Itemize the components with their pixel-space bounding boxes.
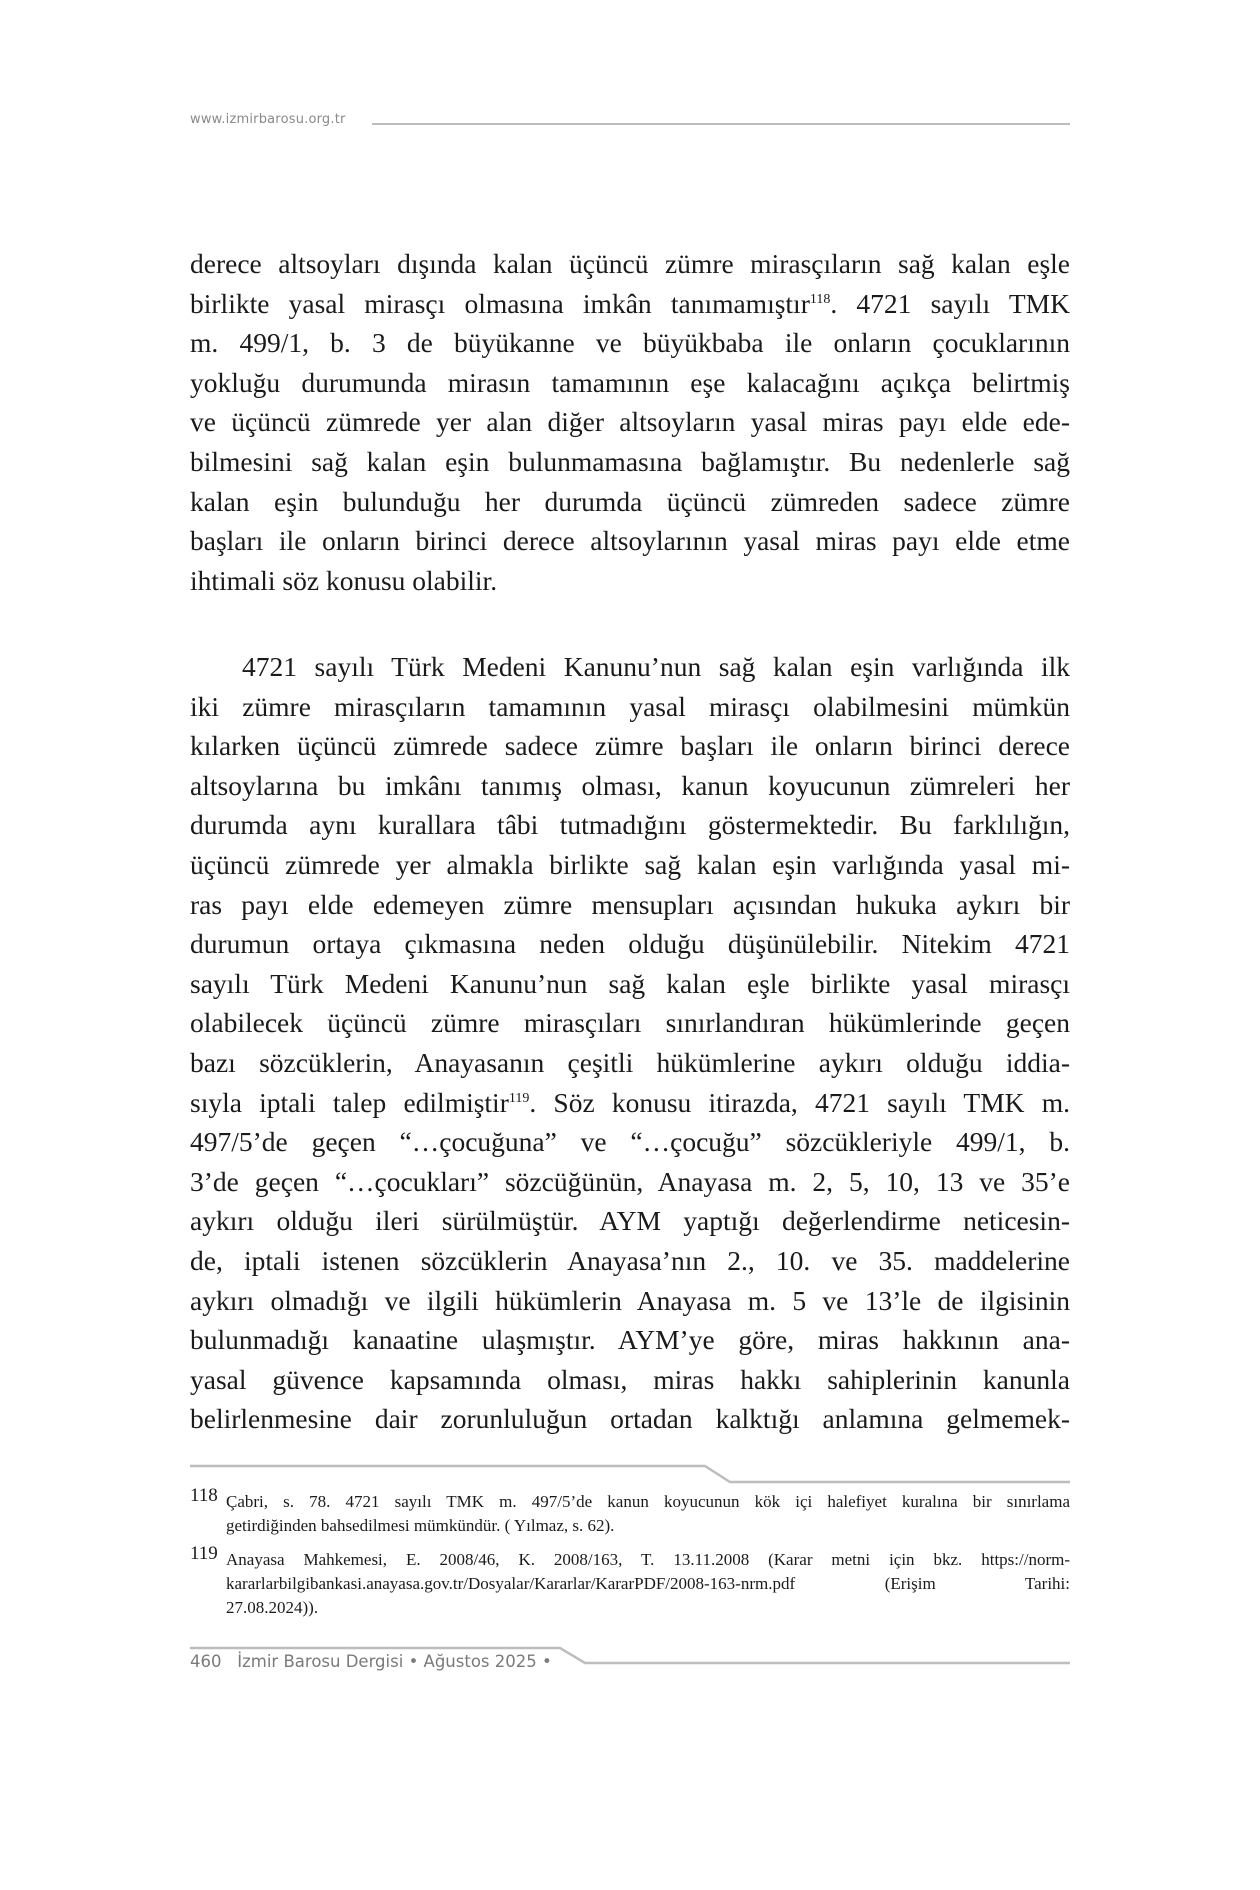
footnote-line: getirdiğinden bahsedilmesi mümkündür. ( Yılmaz, s. 62).: [226, 1516, 615, 1535]
text-line: ras payı elde edemeyen zümre mensupları açısından hukuka aykırı bir: [190, 888, 1070, 920]
text-line: olabilecek üçüncü zümre mirasçıları sınırlandıran hükümlerinde geçen: [190, 1007, 1070, 1039]
footnote-number: 119: [190, 1543, 218, 1564]
bullet-separator: •: [408, 1652, 419, 1671]
text-line: üçüncü zümrede yer almakla birlikte sağ kalan eşin varlığında yasal mi-: [190, 848, 1070, 880]
text-line: sayılı Türk Medeni Kanunu’nun sağ kalan eşle birlikte yasal mirasçı: [190, 967, 1070, 999]
text-line: m. 499/1, b. 3 de büyükanne ve büyükbaba ile onların çocuklarının: [190, 327, 1070, 359]
footnote-link[interactable]: kararlarbilgibankasi.anayasa.gov.tr/Dosyalar/Kararlar/KararPDF/2008-163-nrm.pdf (Erişim Tarihi:: [226, 1574, 1070, 1593]
text-line: kalan eşin bulunduğu her durumda üçüncü zümreden sadece zümre: [190, 485, 1070, 517]
text-line: iki zümre mirasçıların tamamının yasal mirasçı olabilmesini mümkün: [190, 690, 1070, 722]
text-line: kılarken üçüncü zümrede sadece zümre başları ile onların birinci derece: [190, 730, 1070, 762]
bullet-separator: •: [542, 1652, 552, 1671]
footnote-number: 118: [190, 1485, 218, 1506]
text-line: durumun ortaya çıkmasına neden olduğu düşünülebilir. Nitekim 4721: [190, 928, 1070, 960]
footnote-line: Anayasa Mahkemesi, E. 2008/46, K. 2008/163, T. 13.11.2008 (Karar metni için bkz. https://norm-: [226, 1550, 1070, 1569]
footnote-ref-118[interactable]: 118: [809, 291, 831, 307]
text-line: yokluğu durumunda mirasın tamamının eşe kalacağını açıkça belirtmiş: [190, 366, 1070, 398]
text-line: belirlenmesine dair zorunluluğun ortadan kalktığı anlamına gelmemek-: [190, 1403, 1070, 1435]
page-number: 460: [190, 1652, 222, 1671]
text-line: başları ile onların birinci derece altsoylarının yasal miras payı elde etme: [190, 525, 1070, 557]
footnote-line: Çabri, s. 78. 4721 sayılı TMK m. 497/5’de kanun koyucunun kök içi halefiyet kuralına bir sınırlama: [226, 1492, 1070, 1511]
issue-date: Ağustos 2025: [423, 1652, 537, 1671]
text-line: 497/5’de geçen “…çocuğuna” ve “…çocuğu” sözcükleriyle 499/1, b.: [190, 1126, 1070, 1158]
journal-name: İzmir Barosu Dergisi: [237, 1652, 404, 1671]
text-line: birlikte yasal mirasçı olmasına imkân tanımamıştır$^{118}$. 4721 sayılı TMK: [190, 287, 1070, 319]
footnotes: [190, 1485, 1070, 1630]
text-line: ihtimali söz konusu olabilir.: [190, 564, 498, 596]
text-line: bazı sözcüklerin, Anayasanın çeşitli hükümlerine aykırı olduğu iddia-: [190, 1046, 1070, 1078]
text-line: 4721 sayılı Türk Medeni Kanunu’nun sağ kalan eşin varlığında ilk: [242, 651, 1070, 682]
text-line: yasal güvence kapsamında olması, miras hakkı sahiplerinin kanunla: [190, 1363, 1070, 1395]
text-line: aykırı olmadığı ve ilgili hükümlerin Anayasa m. 5 ve 13’le de ilgisinin: [190, 1284, 1070, 1316]
text-line: bulunmadığı kanaatine ulaşmıştır. AYM’ye göre, miras hakkının ana-: [190, 1324, 1070, 1356]
header-url: www.izmirbarosu.org.tr: [190, 112, 346, 127]
text-line: 3’de geçen “…çocukları” sözcüğünün, Anayasa m. 2, 5, 10, 13 ve 35’e: [190, 1165, 1070, 1197]
text-line: durumda aynı kurallara tâbi tutmadığını göstermektedir. Bu farklılığın,: [190, 809, 1070, 841]
text-line: sıyla iptali talep edilmiştir$^{119}$. Söz konusu itirazda, 4721 sayılı TMK m.: [190, 1086, 1070, 1118]
text-line: de, iptali istenen sözcüklerin Anayasa’nın 2., 10. ve 35. maddelerine: [190, 1244, 1070, 1276]
footnote-119: [190, 1543, 1070, 1620]
footnote-line: 27.08.2024)).: [226, 1598, 319, 1617]
text-line: altsoylarına bu imkânı tanımış olması, kanun koyucunun zümreleri her: [190, 769, 1070, 801]
text-line: bilmesini sağ kalan eşin bulunmamasına bağlamıştır. Bu nedenlerle sağ: [190, 445, 1070, 477]
page-footer: [190, 1652, 552, 1671]
text-line: aykırı olduğu ileri sürülmüştür. AYM yaptığı değerlendirme neticesin-: [190, 1205, 1070, 1237]
text-line: ve üçüncü zümrede yer alan diğer altsoyların yasal miras payı elde ede-: [190, 406, 1070, 438]
footnote-118: [190, 1485, 1070, 1538]
text-line: derece altsoyları dışında kalan üçüncü zümre mirasçıların sağ kalan eşle: [190, 248, 1070, 279]
footnote-ref-119[interactable]: 119: [508, 1090, 530, 1106]
